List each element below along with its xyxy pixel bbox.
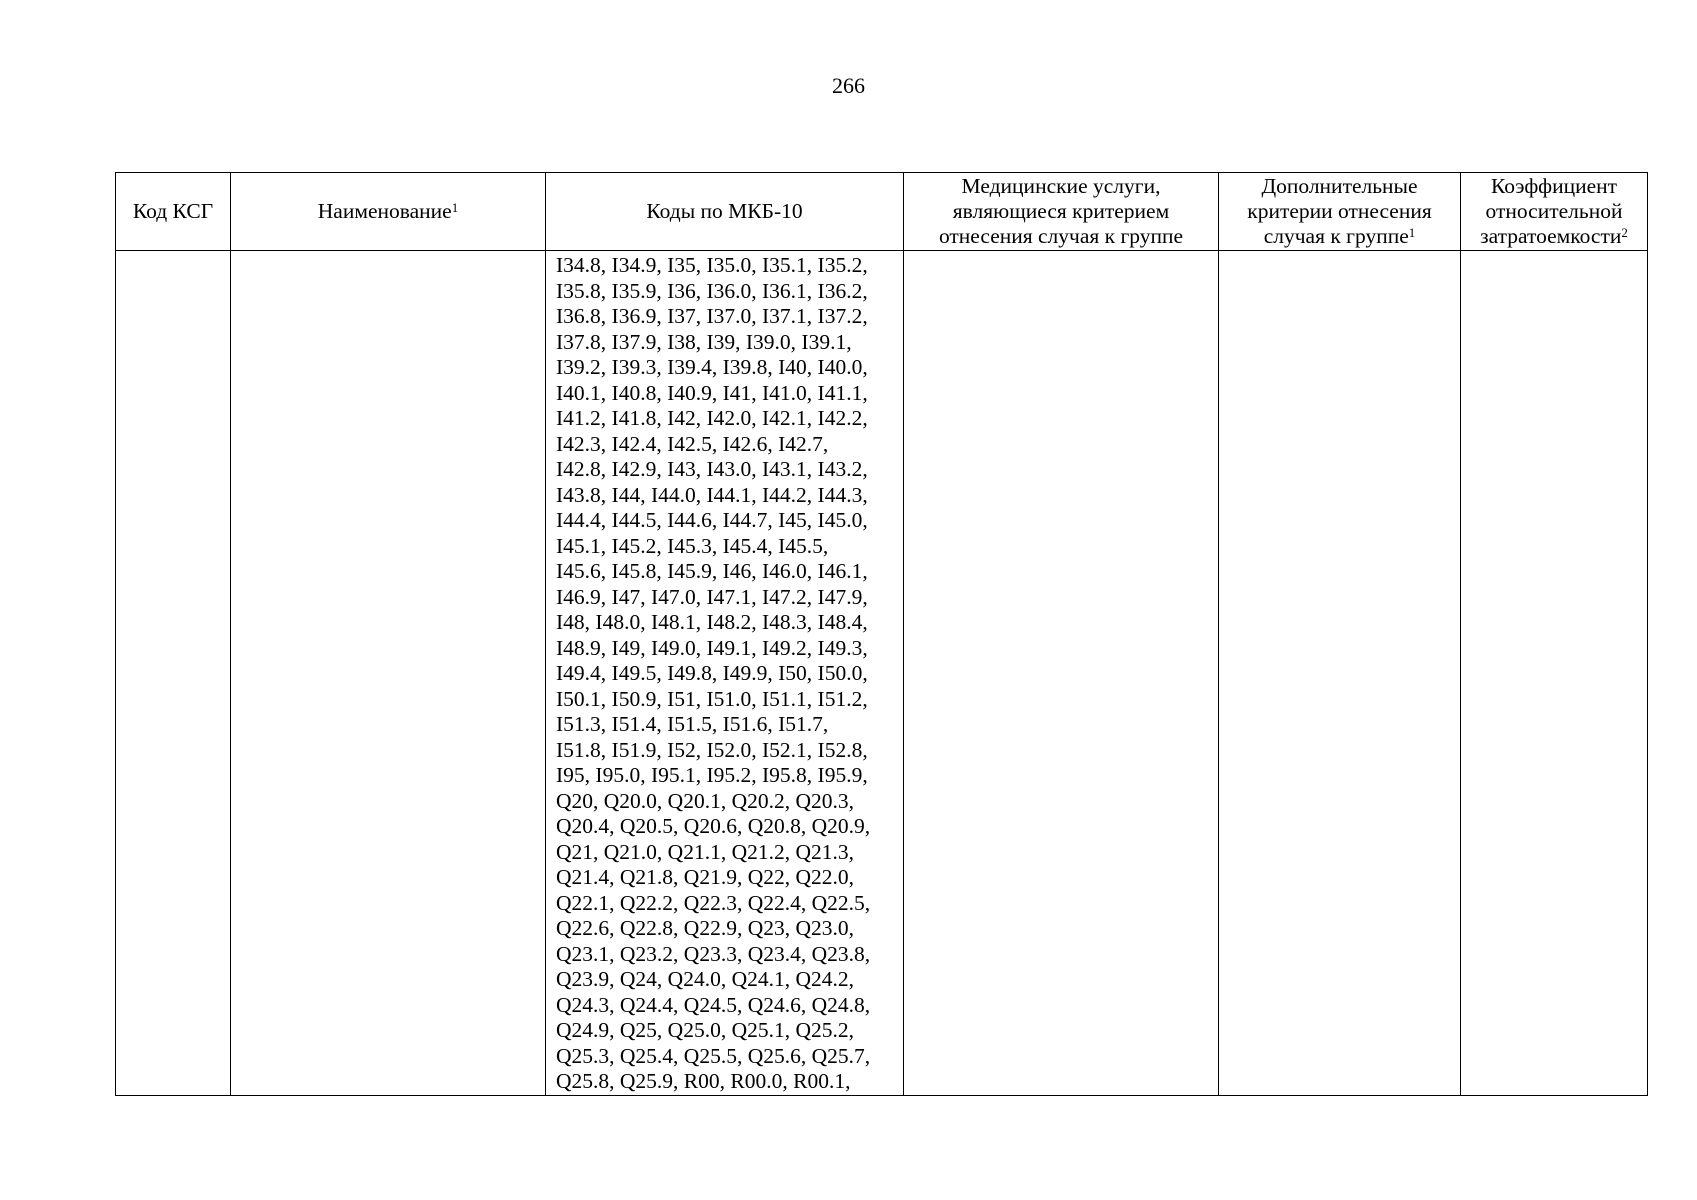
icd-codes-line: I51.8, I51.9, I52, I52.0, I52.1, I52.8,	[556, 737, 868, 762]
header-cost-coefficient: Коэффициент относительной затратоемкости$^2$	[1461, 173, 1648, 251]
cell-additional-criteria	[1219, 251, 1461, 1096]
cell-medical-services	[904, 251, 1219, 1096]
icd-codes-line: Q25.3, Q25.4, Q25.5, Q25.6, Q25.7,	[556, 1043, 871, 1068]
header-medical-services: Медицинские услуги, являющиеся критерием отнесения случая к группе	[904, 173, 1219, 251]
icd-codes-line: Q25.8, Q25.9, R00, R00.0, R00.1,	[556, 1069, 851, 1093]
icd-codes-line: I34.8, I34.9, I35, I35.0, I35.1, I35.2,	[556, 253, 868, 277]
icd-codes-line: I48, I48.0, I48.1, I48.2, I48.3, I48.4,	[556, 610, 868, 634]
icd-codes-line: I50.1, I50.9, I51, I51.0, I51.1, I51.2,	[556, 686, 868, 711]
footnote-marker: 1	[451, 200, 459, 215]
table-header-row	[116, 173, 1648, 251]
header-additional-criteria: Дополнительные критерии отнесения случая к группе$^1$	[1219, 173, 1461, 251]
icd-codes-line: I46.9, I47, I47.0, I47.1, I47.2, I47.9,	[556, 584, 868, 609]
footnote-marker: 1	[1408, 225, 1416, 240]
icd-codes-line: I95, I95.0, I95.1, I95.2, I95.8, I95.9,	[556, 763, 868, 787]
icd-codes-line: I37.8, I37.9, I38, I39, I39.0, I39.1,	[556, 329, 852, 354]
icd-codes-line: I43.8, I44, I44.0, I44.1, I44.2, I44.3,	[556, 482, 868, 507]
icd-codes-line: I48.9, I49, I49.0, I49.1, I49.2, I49.3,	[556, 635, 868, 660]
icd-codes-line: Q24.9, Q25, Q25.0, Q25.1, Q25.2,	[556, 1018, 855, 1042]
icd-codes-line: I41.2, I41.8, I42, I42.0, I42.1, I42.2,	[556, 406, 868, 430]
icd-codes-line: Q23.1, Q23.2, Q23.3, Q23.4, Q23.8,	[556, 941, 871, 966]
icd-codes-line: I51.3, I51.4, I51.5, I51.6, I51.7,	[556, 712, 829, 736]
icd-codes-line: I39.2, I39.3, I39.4, I39.8, I40, I40.0,	[556, 355, 868, 379]
icd-codes-line: Q23.9, Q24, Q24.0, Q24.1, Q24.2,	[556, 967, 855, 991]
icd-codes-line: I44.4, I44.5, I44.6, I44.7, I45, I45.0,	[556, 508, 868, 532]
icd-codes-line: Q21, Q21.0, Q21.1, Q21.2, Q21.3,	[556, 839, 855, 864]
cell-icd10-codes	[546, 251, 904, 1096]
icd-codes-line: I45.6, I45.8, I45.9, I46, I46.0, I46.1,	[556, 559, 868, 583]
icd-codes-line: I36.8, I36.9, I37, I37.0, I37.1, I37.2,	[556, 304, 868, 328]
cell-cost-coefficient	[1461, 251, 1648, 1096]
header-name: Наименование$^1$	[231, 173, 546, 251]
icd-codes-line: Q22.1, Q22.2, Q22.3, Q22.4, Q22.5,	[556, 890, 871, 915]
table-row	[116, 251, 1648, 1096]
icd-codes-line: I42.3, I42.4, I42.5, I42.6, I42.7,	[556, 431, 829, 456]
cell-name	[231, 251, 546, 1096]
cell-ksg-code	[116, 251, 231, 1096]
header-ksg-code: Код КСГ	[116, 173, 231, 251]
ksg-table	[115, 172, 1648, 1096]
page-number: 266	[832, 73, 865, 98]
icd-codes-line: I35.8, I35.9, I36, I36.0, I36.1, I36.2,	[556, 278, 868, 303]
icd-codes-line: I42.8, I42.9, I43, I43.0, I43.1, I43.2,	[556, 457, 868, 481]
icd-codes-line: Q20.4, Q20.5, Q20.6, Q20.8, Q20.9,	[556, 814, 871, 838]
icd-codes-line: Q20, Q20.0, Q20.1, Q20.2, Q20.3,	[556, 788, 855, 813]
icd-codes-line: Q21.4, Q21.8, Q21.9, Q22, Q22.0,	[556, 865, 855, 889]
icd-codes-line: I45.1, I45.2, I45.3, I45.4, I45.5,	[556, 533, 829, 558]
icd-codes-line: Q22.6, Q22.8, Q22.9, Q23, Q23.0,	[556, 916, 855, 940]
icd-codes-line: I49.4, I49.5, I49.8, I49.9, I50, I50.0,	[556, 661, 868, 685]
footnote-marker: 2	[1621, 225, 1628, 240]
icd-codes-line: I40.1, I40.8, I40.9, I41, I41.0, I41.1,	[556, 380, 868, 405]
header-icd10-codes: Коды по МКБ-10	[546, 173, 904, 251]
icd-codes-line: Q24.3, Q24.4, Q24.5, Q24.6, Q24.8,	[556, 992, 871, 1017]
